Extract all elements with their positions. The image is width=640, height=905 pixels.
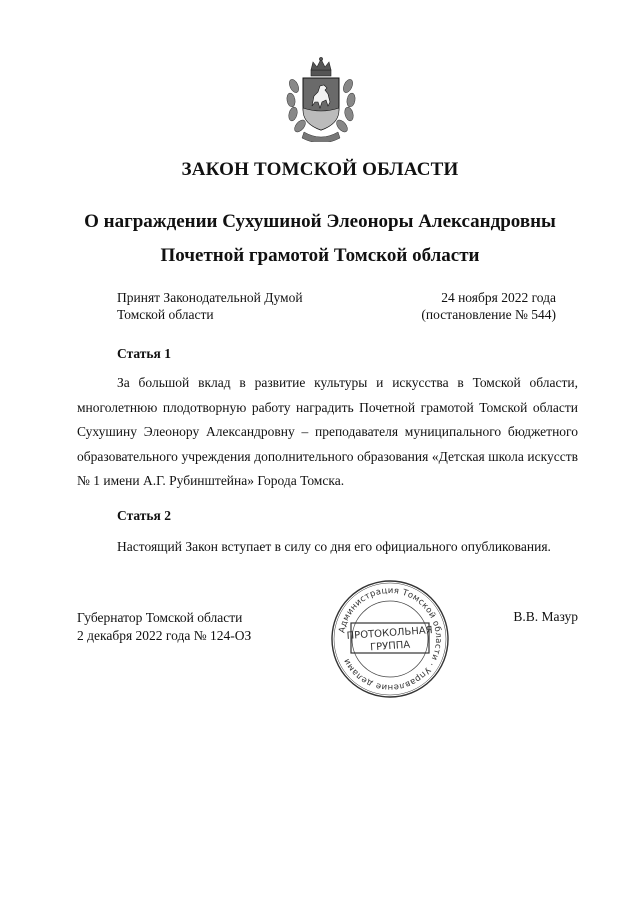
adoption-body xyxy=(117,289,303,323)
document-subtitle-line1: О награждении Сухушиной Элеоноры Александровны xyxy=(84,211,556,232)
law-date-number: 2 декабря 2022 года № 124-ОЗ xyxy=(77,628,252,643)
article-2-heading: Статья 2 xyxy=(117,508,171,523)
signature-block xyxy=(77,609,251,645)
document-subtitle-line2: Почетной грамотой Томской области xyxy=(160,245,480,266)
signatory-position: Губернатор Томской области xyxy=(77,610,243,625)
adoption-resolution: (постановление № 544) xyxy=(421,307,556,322)
adoption-date-block xyxy=(421,289,556,323)
signatory-name: В.В. Мазур xyxy=(513,609,578,624)
adoption-body-line2: Томской области xyxy=(117,307,214,322)
stamp-center-line2: ГРУППА xyxy=(369,639,411,654)
official-stamp-icon xyxy=(329,578,451,700)
article-1-heading: Статья 1 xyxy=(117,346,171,361)
article-1-text: За большой вклад в развитие культуры и искусства в Томской области, многолетнюю плодотворную работу наградить Почетной грамотой Томской области Сухушину Элеонору Александровну – преподавателя муниципального бюджетного образовательного учреждения дополнительного образования «Детская школа искусств № 1 имени А.Г. Рубинштейна» Города Томска. xyxy=(77,375,578,489)
article-2-text: Настоящий Закон вступает в силу со дня его официального опубликования. xyxy=(117,539,551,554)
stamp-ring-text: Администрация Томской области · Управление делами xyxy=(337,585,444,693)
stamp-center-line1: ПРОТОКОЛЬНАЯ xyxy=(346,625,433,642)
adoption-body-line1: Принят Законодательной Думой xyxy=(117,290,303,305)
tomsk-region-coat-of-arms-icon xyxy=(284,56,358,142)
adoption-date: 24 ноября 2022 года xyxy=(441,290,556,305)
document-title: ЗАКОН ТОМСКОЙ ОБЛАСТИ xyxy=(181,159,459,180)
